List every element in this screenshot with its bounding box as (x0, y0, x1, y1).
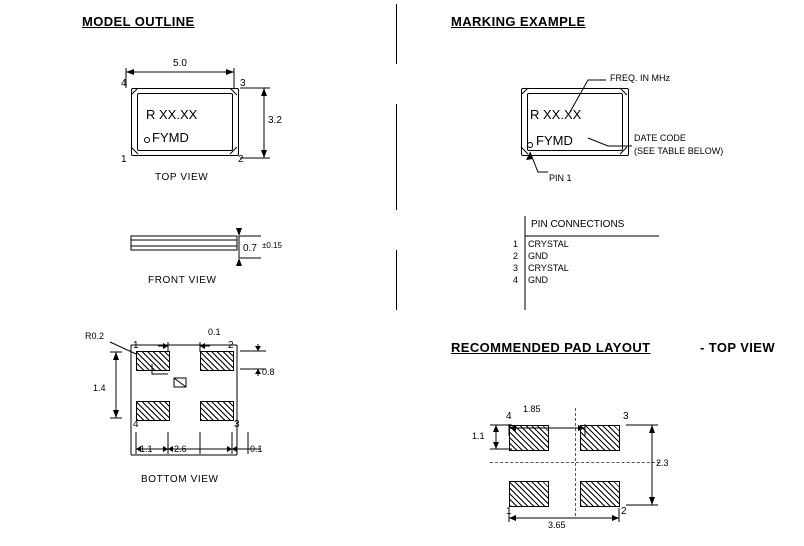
pad-layout-top-dimension (500, 414, 630, 443)
bottom-view-padheight-label: 0.8 (262, 367, 275, 377)
heading-pad-layout-suffix: - TOP VIEW (700, 340, 776, 355)
bottom-view-pad-4 (136, 401, 170, 421)
pad-layout-left-dimension (478, 420, 518, 465)
bottom-view-pin-1: 1 (133, 340, 139, 351)
table-row (513, 238, 575, 250)
bottom-view-d11-label: 1.1 (140, 444, 153, 454)
bottom-view-pad-3 (200, 401, 234, 421)
freq-callout-label: FREQ. IN MHz (610, 73, 670, 83)
table-row (513, 250, 575, 262)
pin-number: 2 (513, 251, 519, 261)
heading-pad-layout: RECOMMENDED PAD LAYOUT (451, 340, 651, 355)
pin-number: 1 (513, 239, 519, 249)
marking-line2: FYMD (536, 133, 573, 148)
caption-front-view: FRONT VIEW (148, 275, 217, 286)
marking-line1: R XX.XX (530, 107, 582, 122)
pad-layout-pin-4: 4 (506, 411, 512, 422)
pin1-callout-leader (520, 152, 550, 185)
pad-layout-pin-1: 1 (506, 506, 512, 517)
pin-table-title: PIN CONNECTIONS (531, 219, 625, 230)
front-view-tolerance-label: ±0.15 (262, 241, 282, 250)
table-row (513, 262, 575, 274)
pad-layout-pin-2: 2 (621, 506, 627, 517)
bottom-view-pin-4: 4 (133, 419, 139, 430)
bottom-view-d26-label: 2.6 (174, 444, 187, 454)
top-view-marking-line2: FYMD (152, 130, 189, 145)
freq-callout-leader (570, 74, 610, 119)
marking-pin1-dot (527, 142, 533, 148)
top-view-pin-4: 4 (121, 78, 127, 89)
top-view-pin-3: 3 (240, 78, 246, 89)
front-view-thickness-label: 0.7 (243, 243, 257, 254)
top-view-marking-line1: R XX.XX (146, 107, 198, 122)
pad-layout-bottom-label: 3.65 (548, 520, 566, 530)
bottom-view-center-leader (150, 362, 180, 387)
pad-layout-bottom-dimension (500, 504, 640, 539)
pin-number: 3 (513, 263, 519, 273)
bottom-view-padheight-dimension (236, 348, 278, 383)
pin-function: CRYSTAL (528, 239, 569, 249)
top-view-height-label: 3.2 (268, 115, 282, 126)
bottom-view-left-dimension (108, 352, 138, 427)
top-view-pin1-dot (144, 137, 150, 143)
front-view-body (131, 236, 237, 259)
divider-segment-1 (396, 4, 397, 64)
divider-segment-2 (396, 104, 397, 210)
pad-layout-right-dimension (618, 420, 666, 517)
bottom-view-d01-label: 0.1 (250, 444, 263, 454)
date-callout-label-1: DATE CODE (634, 133, 686, 143)
caption-top-view: TOP VIEW (155, 172, 209, 183)
divider-segment-3 (396, 250, 397, 310)
table-row (513, 274, 575, 286)
date-callout-label-2: (SEE TABLE BELOW) (634, 146, 724, 156)
pad-layout-right-label: 2.3 (656, 458, 669, 468)
bottom-view-radius-label: R0.2 (85, 331, 105, 341)
bottom-view-gap-label: 0.1 (208, 327, 221, 337)
date-callout-leader (588, 132, 634, 157)
pad-layout-left-label: 1.1 (472, 431, 485, 441)
bottom-view-pin-2: 2 (228, 340, 234, 351)
top-view-pin-1: 1 (121, 154, 127, 165)
pin1-callout-label: PIN 1 (549, 173, 572, 183)
bottom-view-pin-3: 3 (234, 419, 240, 430)
pad-layout-top-label: 1.85 (523, 404, 541, 414)
heading-marking-example: MARKING EXAMPLE (451, 14, 586, 29)
pad-layout-pin-3: 3 (623, 411, 629, 422)
pin-function: GND (528, 251, 549, 261)
top-view-pin-2: 2 (238, 154, 244, 165)
pin-number: 4 (513, 275, 519, 285)
pin-function: GND (528, 275, 549, 285)
pin-function: CRYSTAL (528, 263, 569, 273)
heading-model-outline: MODEL OUTLINE (82, 14, 195, 29)
bottom-view-left-label: 1.4 (93, 383, 106, 393)
top-view-corner-marks (131, 88, 237, 159)
top-view-width-label: 5.0 (173, 58, 187, 69)
caption-bottom-view: BOTTOM VIEW (141, 474, 219, 485)
